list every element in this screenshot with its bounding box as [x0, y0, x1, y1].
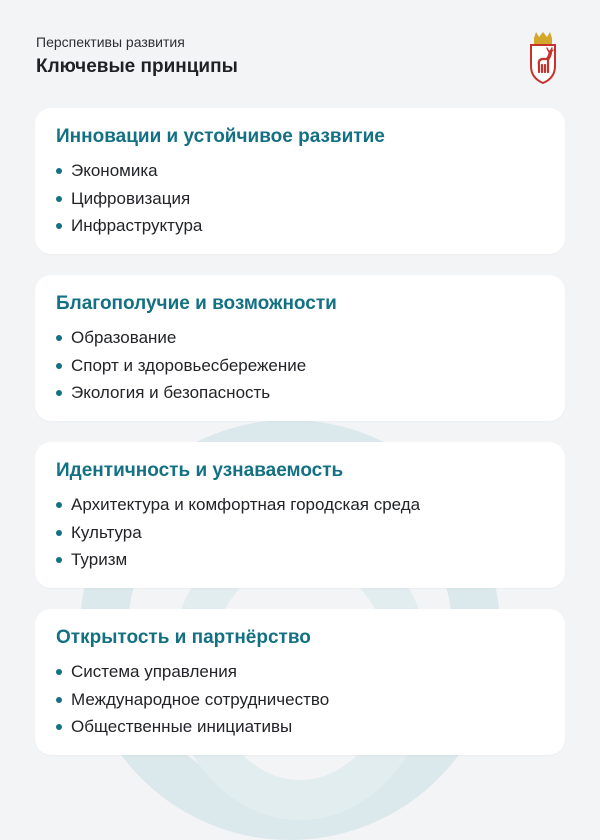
section-items — [56, 157, 544, 240]
list-item-label: Образование — [71, 328, 177, 347]
section-items — [56, 491, 544, 574]
coat-of-arms-icon — [528, 32, 558, 84]
section-items — [56, 324, 544, 407]
section-card-wellbeing — [35, 275, 565, 421]
bullet-icon — [56, 335, 62, 341]
list-item-label: Архитектура и комфортная городская среда — [71, 495, 421, 514]
list-item — [56, 546, 544, 574]
bullet-icon — [56, 669, 62, 675]
section-title: Инновации и устойчивое развитие — [56, 126, 385, 147]
list-item — [56, 519, 544, 547]
bullet-icon — [56, 530, 62, 536]
section-title: Идентичность и узнаваемость — [56, 460, 344, 481]
list-item-label: Цифровизация — [71, 188, 191, 208]
list-item-label: Экономика — [71, 161, 158, 180]
section-card-identity — [35, 442, 565, 588]
section-title: Благополучие и возможности — [56, 293, 337, 314]
list-item — [56, 352, 544, 380]
section-items — [56, 658, 544, 741]
list-item-label: Культура — [71, 522, 142, 542]
list-item-label: Экология и безопасность — [71, 383, 271, 402]
list-item — [56, 185, 544, 213]
page-header — [36, 34, 238, 78]
bullet-icon — [56, 502, 62, 508]
list-item-label: Спорт и здоровьесбережение — [71, 355, 307, 375]
bullet-icon — [56, 557, 62, 563]
page-subtitle: Перспективы развития — [36, 34, 185, 50]
list-item-label: Общественные инициативы — [71, 717, 293, 736]
bullet-icon — [56, 390, 62, 396]
list-item — [56, 658, 544, 686]
list-item — [56, 491, 544, 519]
list-item — [56, 686, 544, 714]
list-item — [56, 212, 544, 240]
list-item — [56, 713, 544, 741]
list-item-label: Международное сотрудничество — [71, 689, 330, 709]
section-card-openness — [35, 609, 565, 755]
bullet-icon — [56, 363, 62, 369]
bullet-icon — [56, 724, 62, 730]
list-item-label: Инфраструктура — [71, 216, 203, 235]
bullet-icon — [56, 168, 62, 174]
list-item-label: Туризм — [71, 550, 128, 569]
list-item — [56, 379, 544, 407]
section-card-innovation — [35, 108, 565, 254]
list-item-label: Система управления — [71, 662, 237, 681]
bullet-icon — [56, 223, 62, 229]
principles-list — [35, 108, 565, 776]
bullet-icon — [56, 196, 62, 202]
list-item — [56, 157, 544, 185]
bullet-icon — [56, 697, 62, 703]
page-title: Ключевые принципы — [36, 56, 238, 77]
list-item — [56, 324, 544, 352]
section-title: Открытость и партнёрство — [56, 627, 311, 648]
